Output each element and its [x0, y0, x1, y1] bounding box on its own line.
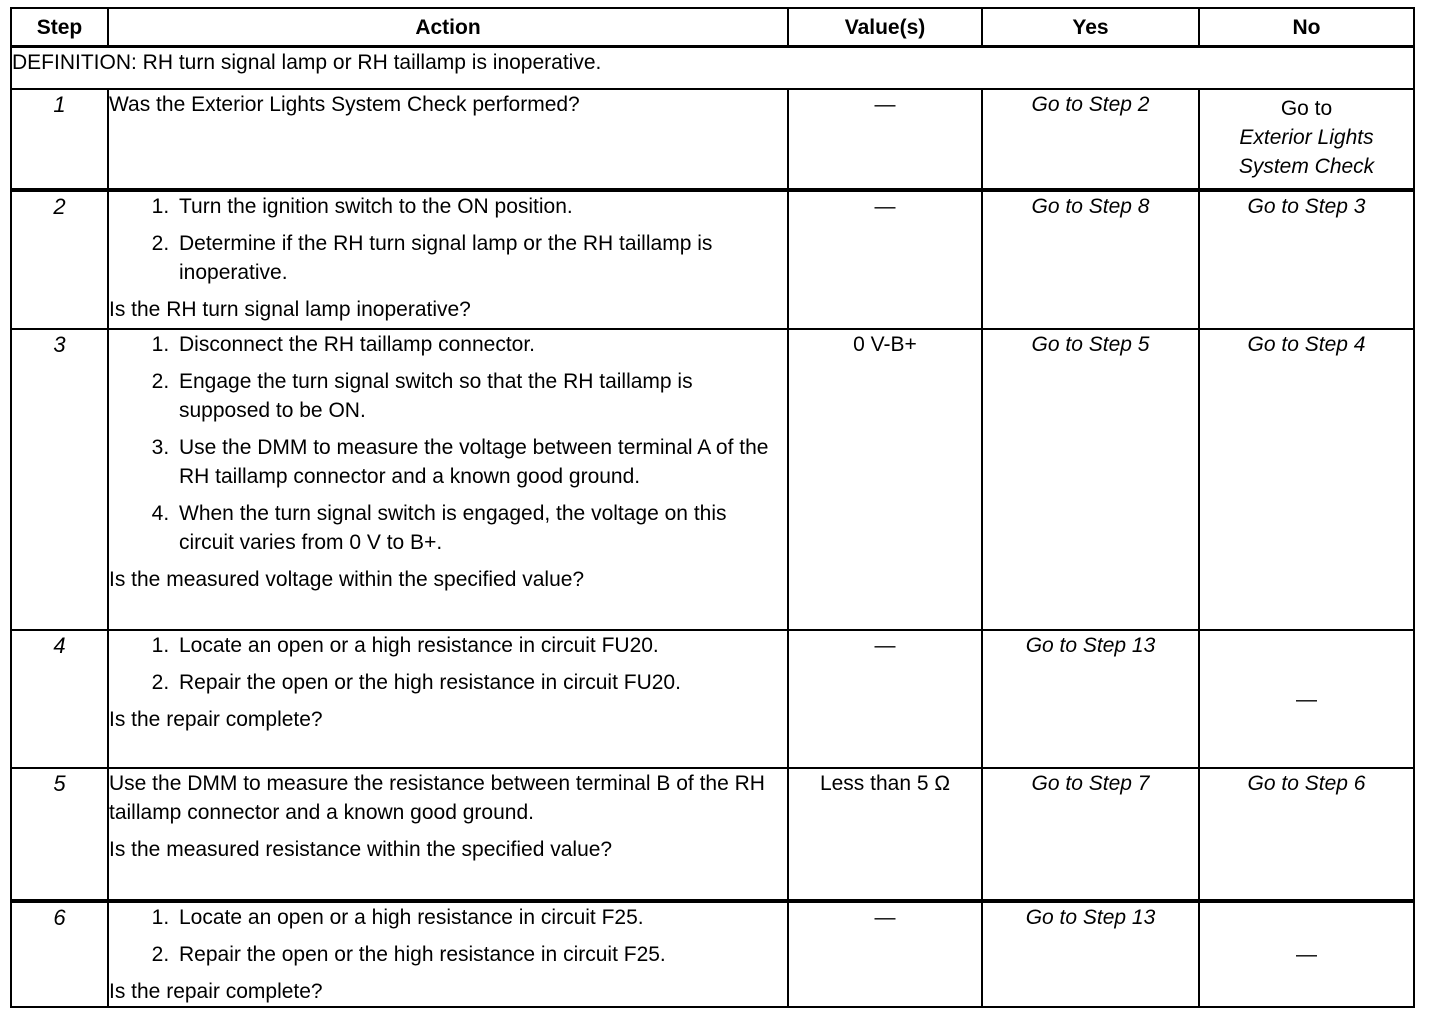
action-cell	[108, 630, 788, 768]
action-step: 1. Turn the ignition switch to the ON position.	[175, 192, 787, 221]
step-number: 6	[11, 901, 108, 1007]
value-cell: —	[788, 190, 982, 329]
header-row	[11, 8, 1414, 47]
action-step: 2. Repair the open or the high resistance in circuit F25.	[175, 940, 787, 969]
step-number: 1	[11, 89, 108, 190]
action-question: Is the measured resistance within the specified value?	[109, 838, 613, 861]
yes-cell: Go to Step 2	[982, 89, 1199, 190]
yes-cell: Go to Step 7	[982, 768, 1199, 901]
no-cell: Go to Step 4	[1199, 329, 1414, 630]
table-row	[11, 89, 1414, 190]
no-cell: —	[1199, 901, 1414, 1007]
definition-text: DEFINITION: RH turn signal lamp or RH taillamp is inoperative.	[11, 47, 1414, 90]
value-cell: —	[788, 901, 982, 1007]
table-row	[11, 329, 1414, 630]
header-values: Value(s)	[788, 8, 982, 47]
action-question: Is the repair complete?	[109, 708, 323, 731]
action-cell	[108, 190, 788, 329]
header-no: No	[1199, 8, 1414, 47]
no-line: Go to	[1280, 97, 1333, 120]
table-row	[11, 630, 1414, 768]
table-row	[11, 768, 1414, 901]
action-question: Is the repair complete?	[109, 980, 323, 1003]
action-step: 2. Repair the open or the high resistance in circuit FU20.	[175, 668, 787, 697]
action-cell	[108, 89, 788, 190]
action-step: 2. Determine if the RH turn signal lamp or the RH taillamp is inoperative.	[175, 229, 787, 287]
yes-cell: Go to Step 13	[982, 901, 1199, 1007]
header-yes: Yes	[982, 8, 1199, 47]
diagnostic-table	[10, 7, 1415, 1008]
action-question: Was the Exterior Lights System Check performed?	[109, 93, 580, 116]
action-step: 1. Locate an open or a high resistance in circuit FU20.	[175, 631, 787, 660]
no-cell: Go to Step 3	[1199, 190, 1414, 329]
no-line: System Check	[1238, 155, 1375, 178]
table-row	[11, 901, 1414, 1007]
header-action: Action	[108, 8, 788, 47]
action-steps-list	[109, 192, 787, 287]
action-step: 4. When the turn signal switch is engaged, the voltage on this circuit varies from 0 V to B+.	[175, 499, 787, 557]
action-instruction: Use the DMM to measure the resistance between terminal B of the RH taillamp connector and a known good ground.	[109, 772, 765, 824]
step-number: 2	[11, 190, 108, 329]
value-cell: —	[788, 89, 982, 190]
table-row	[11, 190, 1414, 329]
action-step: 1. Locate an open or a high resistance in circuit F25.	[175, 903, 787, 932]
action-steps-list	[109, 631, 787, 697]
value-cell: 0 V-B+	[788, 329, 982, 630]
definition-row	[11, 47, 1414, 90]
header-step: Step	[11, 8, 108, 47]
action-question: Is the RH turn signal lamp inoperative?	[109, 298, 471, 321]
step-number: 4	[11, 630, 108, 768]
action-cell	[108, 768, 788, 901]
value-cell: —	[788, 630, 982, 768]
step-number: 5	[11, 768, 108, 901]
no-cell: —	[1199, 630, 1414, 768]
diagnostic-table-page	[10, 7, 1413, 1008]
yes-cell: Go to Step 8	[982, 190, 1199, 329]
action-steps-list	[109, 903, 787, 969]
value-cell: Less than 5 Ω	[788, 768, 982, 901]
yes-cell: Go to Step 5	[982, 329, 1199, 630]
no-cell	[1199, 89, 1414, 190]
action-cell	[108, 329, 788, 630]
yes-cell: Go to Step 13	[982, 630, 1199, 768]
step-number: 3	[11, 329, 108, 630]
action-step: 3. Use the DMM to measure the voltage between terminal A of the RH taillamp connector and a known good ground.	[175, 433, 787, 491]
action-step: 1. Disconnect the RH taillamp connector.	[175, 330, 787, 359]
no-line: Exterior Lights	[1239, 126, 1374, 149]
action-question: Is the measured voltage within the specified value?	[109, 568, 585, 591]
action-steps-list	[109, 330, 787, 557]
action-cell	[108, 901, 788, 1007]
action-step: 2. Engage the turn signal switch so that the RH taillamp is supposed to be ON.	[175, 367, 787, 425]
no-cell: Go to Step 6	[1199, 768, 1414, 901]
